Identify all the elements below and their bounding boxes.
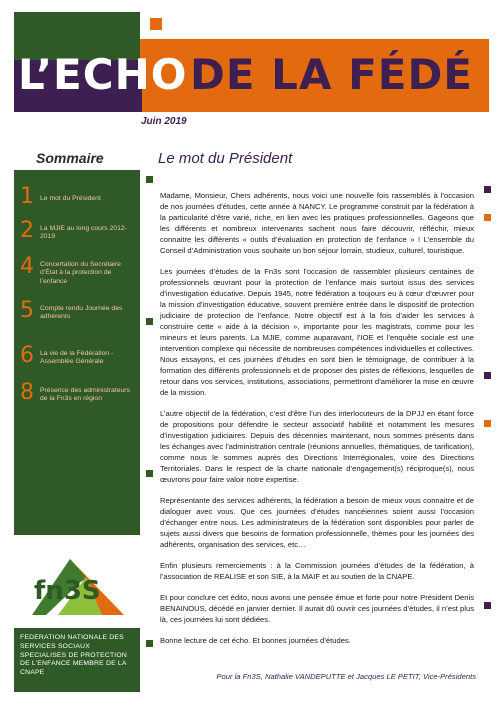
- federation-footer-box: [14, 628, 140, 692]
- federation-name: FEDERATION NATIONALE DES SERVICES SOCIAUX SPECIALISES DE PROTECTION DE L’ENFANCE MEMBRE DE LA CNAPE: [20, 634, 127, 677]
- decor-square: [146, 176, 153, 183]
- toc-label: La MJIE au long cours 2012-2019: [40, 225, 127, 241]
- article-paragraph: Les journées d’études de la Fn3s sont l’occasion de rassembler plusieurs centaines de professionnels œuvrant pour la protection de l’enfance mais surtout issus des services d’investigation éducative. Depuis 1945, notre fédération a toujours eu à cœur d’œuvrer pour la mission d’investigation éducative, souvent première entrée dans le dispositif de protection judiciaire de protection de l’enfance. Notre objectif est à la fois d’aider les services à construire cette « aide à la décision », importante pour les magistrats, comme pour les mineurs et leurs parents. La MJIE, comme auparavant, l’IOE et l’enquête sociale est une intervention complexe qui nécessite de nombreuses compétences individuelles et collectives. Nous essayons, et ces journées d’études en sont bien le témoignage, de contribuer à la formation des différents professionnels et de proposer des pistes de réflexions, lesquelles de retour dans vos services, institutions, associations, permettront d’améliorer la mise en œuvre de la mission.: [160, 267, 474, 397]
- toc-label: Le mot du Président: [40, 195, 101, 202]
- article-signature: Pour la Fn3S, Nathalie VANDEPUTTE et Jacques LE PETIT, Vice-Présidents: [216, 672, 476, 681]
- sommaire-title: Sommaire: [36, 150, 104, 166]
- toc-number: 5: [20, 298, 34, 323]
- article-paragraph: Et pour conclure cet édito, nous avons une pensée émue et forte pour notre Président Denis BENAINOUS, décédé en janvier dernier. Il aurait dû ouvrir ces journées d’études, il n’est plus là, ces journées lui sont dédiées.: [160, 593, 474, 624]
- article-paragraph: Représentante des services adhérents, la fédération a besoin de mieux vous connaitre et de dialoguer avec vous. Que ces journées d’études nancéiennes soient aussi l’occasion d’échanger entre nous. Les administrateurs de la fédération sont disponibles pour parler de sujets aussi divers que besoins de formation professionnelle, thèmes pour les journées des adhérents, organisation des services, etc…: [160, 496, 474, 549]
- article-title: Le mot du Président: [158, 150, 293, 167]
- masthead-title-right: DE LA FÉDÉ: [190, 50, 473, 99]
- decor-square: [484, 420, 491, 427]
- decor-square: [484, 214, 491, 221]
- article-paragraph: L’autre objectif de la fédération, c’est d’être l’un des interlocuteurs de la DPJJ en étant force de propositions pour défendre le secteur associatif habilité et notamment les mesures d’investigation judiciaires. Depuis des décennies maintenant, nous sommes présents dans les échanges avec l’administration centrale (réunions annuelles, thématiques, de tarification), comme nous le sommes auprès des Directions Interrégionales, voire des Directions Territoriales. Dans le respect de la charte nationale d’engagement(s) réciproque(s), nous œuvrons pour faire valoir notre expertise.: [160, 409, 474, 484]
- toc-label: Présence des administrateurs de la Fn3s en région: [40, 387, 130, 403]
- logo-text: fn3S: [34, 576, 101, 606]
- decor-square: [484, 372, 491, 379]
- toc-label: Compte rendu Journée des adhérents: [40, 305, 123, 321]
- decor-square: [484, 602, 491, 609]
- decor-square: [146, 470, 153, 477]
- decor-square: [146, 318, 153, 325]
- decor-square: [146, 640, 153, 647]
- toc-number: 1: [20, 184, 34, 209]
- article-paragraph: Enfin plusieurs remerciements : à la Commission journées d’études de la fédération, à l’association de REALISE et son SIE, à la MAIF et au soutien de la CNAPE.: [160, 561, 474, 581]
- toc-number: 8: [20, 380, 34, 405]
- toc-label: La vie de la Fédération - Assemblée Générale: [40, 350, 114, 366]
- sommaire-sidebar: [14, 170, 140, 535]
- toc-label: Concertation du Secrétaire d’État à la protection de l’enfance: [40, 261, 121, 285]
- decor-square: [484, 186, 491, 193]
- toc-number: 4: [20, 254, 34, 279]
- article-paragraph: Madame, Monsieur, Chers adhérents, nous voici une nouvelle fois rassemblés à l’occasion de nos journées d’études, cette année à NANCY. Le programme construit par la fédération à la particularité d’être varié, riche, en lien avec les pratiques professionnelles. Gageons que les différents et nombreux intervenants sachent nous faire découvrir, réfléchir, mieux connaitre les différents « outils d’évaluation en protection de l’enfance » ! L’ensemble du Conseil d’Administration vous souhaite un bon séjour lorrain, studieux, culturel, touristique.: [160, 191, 474, 255]
- masthead-title-left: L’ECHO: [18, 50, 188, 99]
- article-body: [160, 190, 474, 656]
- article-paragraph: Bonne lecture de cet écho. Et bonnes journées d’études.: [160, 636, 351, 645]
- toc-number: 6: [20, 343, 34, 368]
- fn3s-logo-triangle-icon: [28, 555, 138, 620]
- toc-number: 2: [20, 218, 34, 243]
- issue-date: Juin 2019: [141, 116, 187, 127]
- masthead-orange-square: [150, 18, 162, 30]
